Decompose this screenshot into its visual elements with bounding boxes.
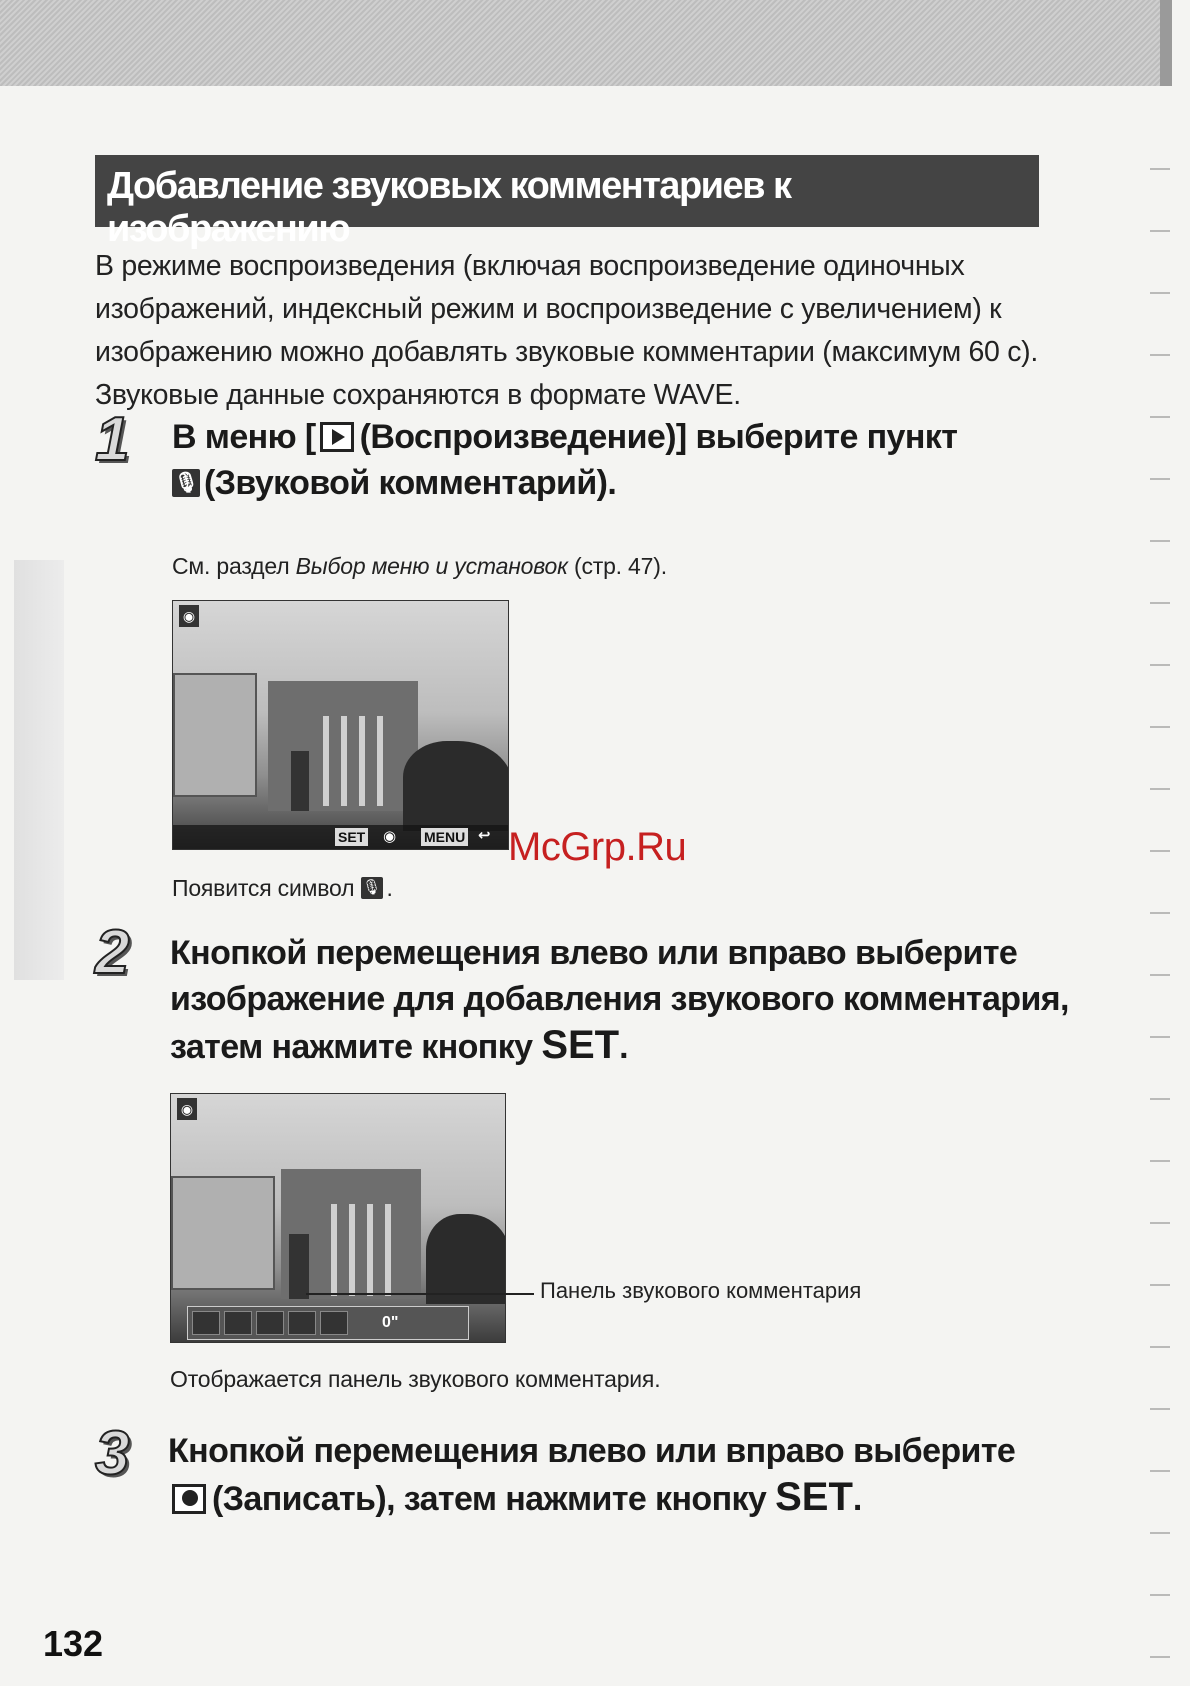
- page-number: 132: [43, 1623, 104, 1664]
- osd-mic-small-icon: ◉: [383, 828, 397, 845]
- step-number-3: 3: [95, 1419, 130, 1488]
- step-1-result: Появится символ 🎙 .: [172, 875, 393, 901]
- sound-memo-panel: 0": [187, 1306, 469, 1340]
- bleed-through-spine: [14, 560, 64, 980]
- step-3-heading: Кнопкой перемещения влево или вправо выберите (Записать), затем нажмите кнопку SET.: [168, 1432, 1016, 1519]
- step-number-2: 2: [95, 918, 130, 987]
- intro-paragraph: В режиме воспроизведения (включая воспроизведение одиночных изображений, индексный режим и воспроизведение с увеличением) к изображению можно добавлять звуковые комментарии (максимум 60 с). Звуковые данные сохраняются в формате WAVE.: [95, 250, 1038, 411]
- play-icon: [320, 422, 354, 452]
- mic-icon: 🎙: [361, 877, 383, 899]
- record-icon: [172, 1484, 206, 1514]
- step-2-heading: Кнопкой перемещения влево или вправо выберите изображение для добавления звукового комментария, затем нажмите кнопку SET.: [170, 934, 1069, 1067]
- camera-screen-2: [170, 1093, 506, 1343]
- page-edge-marks: [1150, 110, 1170, 1670]
- camera-screen-1: [172, 600, 509, 850]
- mic-icon: 🎙: [172, 469, 200, 497]
- watermark: McGrp.Ru: [508, 825, 687, 869]
- osd-mic-icon: ◉: [179, 605, 199, 627]
- header-band: [0, 0, 1160, 86]
- step-2-result: Отображается панель звукового комментария.: [170, 1366, 661, 1392]
- callout-label: Панель звукового комментария: [540, 1278, 862, 1303]
- step-number-1: 1: [95, 405, 130, 474]
- osd-bar: SET ◉ MENU ↩: [173, 825, 508, 849]
- callout-leader: [306, 1293, 534, 1295]
- osd-mic-icon: ◉: [177, 1098, 197, 1120]
- step-1-heading: В меню [ (Воспроизведение)] выберите пункт 🎙 (Звуковой комментарий).: [172, 418, 958, 502]
- osd-return-icon: ↩: [478, 827, 491, 844]
- step-1-note: См. раздел Выбор меню и установок (стр. 47).: [172, 553, 667, 579]
- section-title: [95, 155, 1039, 250]
- section-title-text: Добавление звуковых комментариев к изображению: [107, 165, 791, 250]
